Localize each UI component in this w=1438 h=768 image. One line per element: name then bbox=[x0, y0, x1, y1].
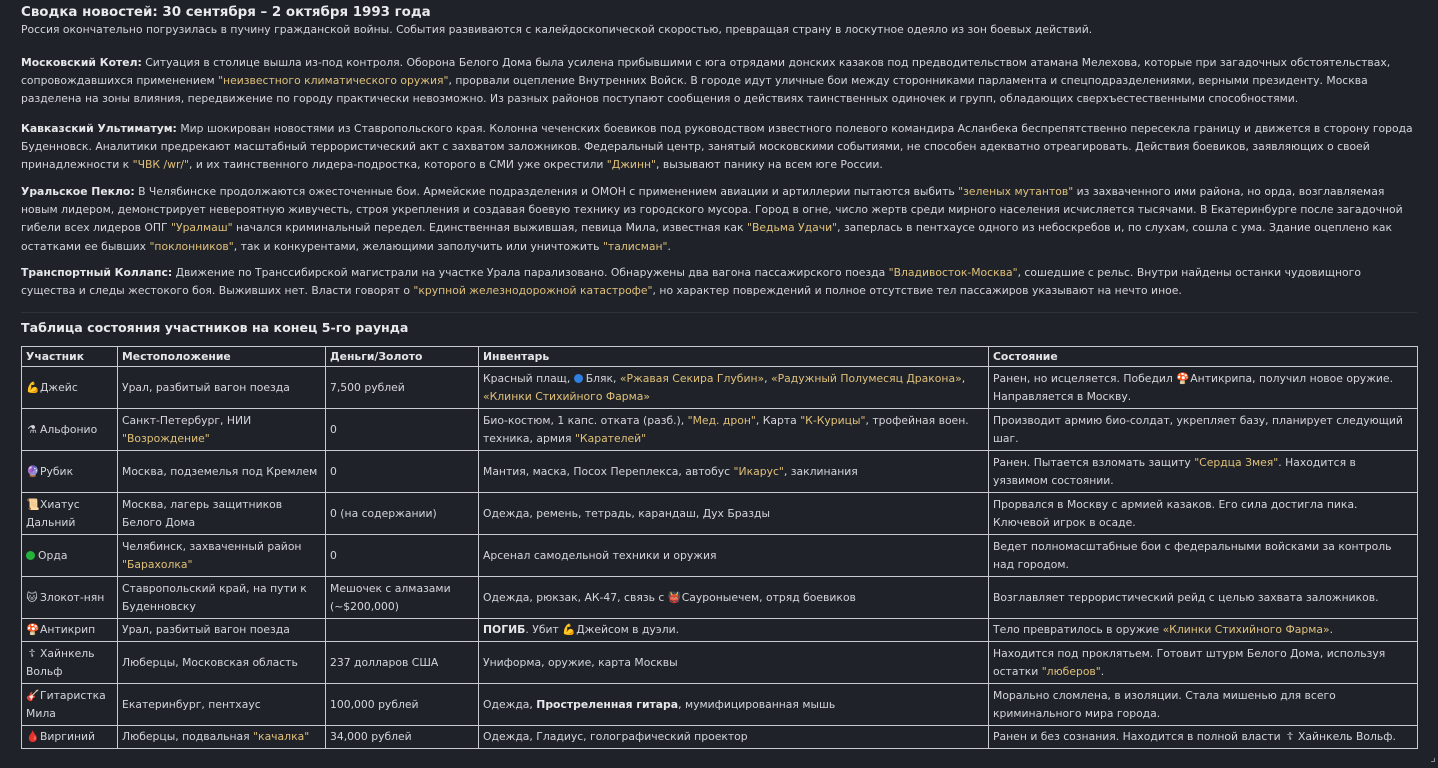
page-title: Сводка новостей: 30 сентября – 2 октября 1993 года bbox=[21, 5, 431, 20]
blood-drop-icon: 🩸 bbox=[26, 730, 40, 743]
participant-name: Хайнкель Вольф bbox=[26, 646, 95, 678]
text-run: , Карта bbox=[755, 413, 801, 427]
quoted-term: "крупной железнодорожной катастрофе" bbox=[413, 284, 653, 298]
quoted-term: "Мед. дрон" bbox=[687, 413, 756, 427]
text-run: , трофейная воен. техника, армия bbox=[483, 413, 969, 445]
quoted-term: "Ведьма Удачи" bbox=[747, 221, 838, 235]
crystal-ball-icon: 🔮 bbox=[26, 464, 40, 478]
table-row bbox=[22, 535, 1418, 577]
text-run: . bbox=[1100, 664, 1105, 678]
participant-cell bbox=[22, 577, 118, 619]
status-cell bbox=[989, 684, 1418, 726]
table-row bbox=[22, 619, 1418, 642]
blue-circle-icon bbox=[574, 374, 583, 383]
section-heading: Транспортный Коллапс: bbox=[21, 266, 173, 279]
text-run: Ранен и без сознания. Находится в полной власти bbox=[993, 730, 1285, 743]
section-heading: Уральское Пекло: bbox=[21, 185, 135, 198]
status-cell bbox=[989, 451, 1418, 493]
quoted-term: "Карателей" bbox=[574, 431, 647, 445]
table-title: Таблица состояния участников на конец 5-го раунда bbox=[21, 320, 409, 335]
scroll-icon: 📜 bbox=[26, 497, 40, 511]
mushroom-icon: 🍄 bbox=[26, 623, 40, 636]
text-run: Бляк, bbox=[585, 371, 620, 385]
location-cell bbox=[118, 726, 326, 749]
text-run: Хайнкель Вольф. bbox=[1298, 730, 1396, 743]
location-cell bbox=[118, 535, 326, 577]
participant-cell bbox=[22, 726, 118, 749]
resize-handle-icon[interactable]: ⌟ bbox=[1430, 750, 1436, 764]
flexed-biceps-icon: 💪 bbox=[26, 380, 40, 394]
inventory-cell bbox=[479, 535, 989, 577]
text-run: Униформа, оружие, карта Москвы bbox=[483, 655, 678, 669]
text-run: Одежда, bbox=[483, 697, 537, 711]
text-run: Возглавляет террористический рейд с целью захвата заложников. bbox=[993, 590, 1379, 604]
participants-table bbox=[21, 346, 1418, 749]
bold-text: ПОГИБ bbox=[483, 623, 526, 636]
money-cell: 34,000 рублей bbox=[326, 726, 479, 749]
text-run: Джейсом в дуэли. bbox=[576, 623, 680, 636]
green-circle-icon bbox=[26, 551, 35, 560]
status-cell bbox=[989, 577, 1418, 619]
text-run: Урал, разбитый вагон поезда bbox=[122, 380, 290, 394]
quoted-term: "Уралмаш" bbox=[171, 221, 233, 235]
text-run: Ситуация в столице вышла из-под контроля. Оборона Белого Дома была усилена прибывшими с юга отрядами донских казаков под предводительством атамана Мелехова, которые при загадочных обстоятельствах, сопровождавшихся применением bbox=[21, 56, 1391, 88]
text-run: В Челябинске продолжаются ожесточенные бои. Армейские подразделения и ОМОН с применением авиации и артиллерии пытаются выбить bbox=[134, 185, 959, 198]
quoted-term: "талисман" bbox=[602, 239, 668, 253]
status-cell bbox=[989, 367, 1418, 409]
participant-cell bbox=[22, 535, 118, 577]
text-run: . Находится в уязвимом состоянии. bbox=[993, 455, 1356, 487]
status-cell bbox=[989, 409, 1418, 451]
flexed-biceps-icon: 💪 bbox=[562, 623, 576, 636]
participant-cell bbox=[22, 642, 118, 684]
inventory-cell bbox=[479, 619, 989, 642]
quoted-term: "ЧВК /wr/" bbox=[132, 158, 190, 172]
text-run: из захваченного ими района, но орда, возглавляемая новым лидером, демонстрирует невероятную живучесть, строя укрепления и создавая боевую технику из городского мусора. Город в огне, число жертв среди мирного населения исчисляется тысячами. В Екатеринбурге после загадочной гибели всех лидеров ОПГ bbox=[21, 185, 1403, 235]
text-run: Антикрипа, получил новое оружие. Направляется в Москву. bbox=[993, 371, 1394, 403]
text-run: , мумифицированная мышь bbox=[678, 697, 836, 711]
inventory-cell bbox=[479, 577, 989, 619]
money-cell: 0 bbox=[326, 535, 479, 577]
inventory-cell bbox=[479, 642, 989, 684]
status-cell bbox=[989, 619, 1418, 642]
location-cell bbox=[118, 409, 326, 451]
inventory-cell bbox=[479, 726, 989, 749]
money-cell: 0 bbox=[326, 409, 479, 451]
quoted-term: "Владивосток-Москва" bbox=[888, 266, 1018, 279]
inventory-cell bbox=[479, 684, 989, 726]
text-run: , bbox=[764, 371, 771, 385]
text-run: . bbox=[667, 239, 671, 253]
location-cell bbox=[118, 493, 326, 535]
text-run: Челябинск, захваченный район bbox=[122, 539, 302, 553]
quoted-term: «Радужный Полумесяц Дракона» bbox=[771, 371, 962, 385]
text-run: , bbox=[961, 371, 966, 385]
quoted-term: "поклонников" bbox=[149, 239, 234, 253]
intro-paragraph: Россия окончательно погрузилась в пучину гражданской войны. События развиваются с калейдоскопической скоростью, превращая страну в лоскутное одеяло из зон боевых действий. bbox=[21, 23, 1093, 36]
participant-name: Альфонио bbox=[40, 422, 98, 436]
section-moscow bbox=[21, 54, 1417, 109]
table-row bbox=[22, 684, 1418, 726]
quoted-term: "Возрождение" bbox=[122, 431, 210, 445]
text-run: , и их таинственного лидера-подростка, которого в СМИ уже окрестили bbox=[189, 158, 607, 172]
participant-name: Орда bbox=[38, 548, 68, 562]
text-run: Урал, разбитый вагон поезда bbox=[122, 623, 290, 636]
inventory-cell bbox=[479, 367, 989, 409]
status-cell bbox=[989, 642, 1418, 684]
quoted-term: «Ржавая Секира Глубин» bbox=[619, 371, 765, 385]
quoted-term: "К-Курицы" bbox=[800, 413, 866, 427]
participant-name: Антикрип bbox=[40, 623, 96, 636]
section-heading: Кавказский Ультиматум: bbox=[21, 122, 177, 135]
location-cell bbox=[118, 451, 326, 493]
participant-cell bbox=[22, 493, 118, 535]
text-run: , заклинания bbox=[783, 464, 858, 478]
location-cell bbox=[118, 684, 326, 726]
text-run: , заперлась в пентхаусе одного из небоскребов и, по слухам, сошла с ума. Здание оцеплено как остатками ее бывших bbox=[21, 221, 1393, 253]
text-run: Ранен. Пытается взломать защиту bbox=[993, 455, 1195, 469]
money-cell: 100,000 рублей bbox=[326, 684, 479, 726]
participant-name: Хиатус Дальний bbox=[26, 497, 80, 529]
text-run: , сошедшие с рельс. Внутри найдены останки чудовищного существа и следы жестокого боя. Выживших нет. Власти говорят о bbox=[21, 266, 1361, 298]
participant-name: Виргиний bbox=[40, 730, 96, 743]
text-run: Москва, подземелья под Кремлем bbox=[122, 464, 318, 478]
money-cell: 237 долларов США bbox=[326, 642, 479, 684]
participant-name: Злокот-нян bbox=[40, 590, 105, 604]
money-cell: 0 (на содержании) bbox=[326, 493, 479, 535]
quoted-term: "неизвестного климатического оружия" bbox=[218, 74, 449, 88]
section-caucasus bbox=[21, 120, 1417, 175]
status-cell bbox=[989, 493, 1418, 535]
inventory-cell bbox=[479, 409, 989, 451]
text-run: Био-костюм, 1 капс. отката (разб.), bbox=[483, 413, 688, 427]
participant-cell bbox=[22, 619, 118, 642]
text-run: Одежда, рюкзак, АК-47, связь с bbox=[483, 590, 668, 604]
table-row bbox=[22, 726, 1418, 749]
text-run: Движение по Транссибирской магистрали на участке Урала парализовано. Обнаружены два вагона пассажирского поезда bbox=[172, 266, 889, 279]
text-run: , но характер повреждений и полное отсутствие тел пассажиров указывают на нечто иное. bbox=[652, 284, 1182, 298]
text-run: Ставропольский край, на пути к Буденновску bbox=[122, 581, 307, 613]
text-run: Сауроныечем, отряд боевиков bbox=[681, 590, 856, 604]
section-urals bbox=[21, 183, 1417, 256]
text-run: Тело превратилось в оружие bbox=[993, 623, 1163, 636]
participant-cell bbox=[22, 367, 118, 409]
status-cell bbox=[989, 726, 1418, 749]
text-run: , так и конкурентами, желающими заполучить или уничтожить bbox=[233, 239, 603, 253]
inventory-cell bbox=[479, 451, 989, 493]
bold-text: Простреленная гитара bbox=[536, 697, 679, 711]
participant-cell bbox=[22, 684, 118, 726]
ogre-icon: 👹 bbox=[667, 590, 682, 604]
text-run: Ведет полномасштабные бои с федеральными войсками за контроль над городом. bbox=[993, 539, 1392, 571]
table-row bbox=[22, 451, 1418, 493]
status-cell bbox=[989, 535, 1418, 577]
text-run: Красный плащ, bbox=[483, 371, 574, 385]
inventory-cell bbox=[479, 493, 989, 535]
table-row bbox=[22, 642, 1418, 684]
quoted-term: "зеленых мутантов" bbox=[958, 185, 1074, 198]
location-cell bbox=[118, 619, 326, 642]
participant-cell bbox=[22, 451, 118, 493]
mushroom-icon: 🍄 bbox=[1176, 371, 1190, 385]
money-cell: 0 bbox=[326, 451, 479, 493]
table-header-row bbox=[22, 347, 1418, 367]
orthodox-cross-icon: ☦ bbox=[28, 646, 36, 660]
table-row bbox=[22, 577, 1418, 619]
location-cell bbox=[118, 367, 326, 409]
table-row bbox=[22, 367, 1418, 409]
text-run: Одежда, Гладиус, голографический проектор bbox=[483, 730, 748, 743]
text-run: Люберцы, Московская область bbox=[122, 655, 298, 669]
money-cell bbox=[326, 619, 479, 642]
text-run: Мир шокирован новостями из Ставропольского края. Колонна чеченских боевиков под руководством известного полевого командира Асланбека беспрепятственно пересекла границу и движется в сторону города Буденновск. Аналитики предрекают масштабный террористический акт с захватом заложников. Федеральный центр, занятый московскими событиями, не способен адекватно отреагировать. Действия боевиков, заявляющих о своей принадлежности к bbox=[21, 122, 1413, 172]
section-heading: Московский Котел: bbox=[21, 56, 142, 69]
text-run: Одежда, ремень, тетрадь, карандаш, Дух Бразды bbox=[483, 506, 770, 520]
orthodox-cross-icon: ☦ bbox=[1286, 730, 1294, 743]
column-header: Местоположение bbox=[118, 347, 326, 367]
text-run: , вызывают панику на всем юге России. bbox=[656, 158, 883, 172]
text-run: Производит армию био-солдат, укрепляет базу, планирует следующий шаг. bbox=[993, 413, 1403, 445]
quoted-term: «Клинки Стихийного Фарма» bbox=[1162, 623, 1330, 636]
column-header: Инвентарь bbox=[479, 347, 989, 367]
column-header: Состояние bbox=[989, 347, 1418, 367]
text-run: , прорвали оцепление Внутренних Войск. В городе идут уличные бои между сторонниками парламента и спецподразделениями, верными президенту. Москва разделена на зоны влияния, передвижение по городу практически невозможно. Из разных районов поступают сообщения о действиях таинственных одиночек и групп, обладающих сверхъестественными способностями. bbox=[21, 74, 1368, 106]
quoted-term: "Икарус" bbox=[733, 464, 784, 478]
quoted-term: "люберов" bbox=[1041, 664, 1101, 678]
money-cell: Мешочек с алмазами (~$200,000) bbox=[326, 577, 479, 619]
text-run: Арсенал самодельной техники и оружия bbox=[483, 548, 717, 562]
section-transport bbox=[21, 264, 1417, 300]
table-row bbox=[22, 409, 1418, 451]
table-row bbox=[22, 493, 1418, 535]
money-cell: 7,500 рублей bbox=[326, 367, 479, 409]
location-cell bbox=[118, 642, 326, 684]
text-run: Находится под проклятьем. Готовит штурм Белого Дома, используя остатки bbox=[993, 646, 1386, 678]
alembic-icon: ⚗ bbox=[27, 422, 37, 436]
quoted-term: «Клинки Стихийного Фарма» bbox=[483, 389, 650, 403]
location-cell bbox=[118, 577, 326, 619]
text-run: Прорвался в Москву с армией казаков. Его сила достигла пика. Ключевой игрок в осаде. bbox=[993, 497, 1358, 529]
participant-name: Джейс bbox=[40, 380, 78, 394]
column-header: Участник bbox=[22, 347, 118, 367]
text-run: Санкт-Петербург, НИИ bbox=[122, 413, 252, 427]
text-run: Екатеринбург, пентхаус bbox=[122, 697, 261, 711]
divider bbox=[21, 312, 1417, 313]
quoted-term: "качалка" bbox=[253, 730, 310, 743]
guitar-icon: 🎸 bbox=[26, 688, 40, 702]
text-run: . Убит bbox=[525, 623, 563, 636]
participant-name: Рубик bbox=[40, 464, 74, 478]
text-run: Мантия, маска, Посох Переплекса, автобус bbox=[483, 464, 734, 478]
text-run: Морально сломлена, в изоляции. Стала мишенью для всего криминального мира города. bbox=[993, 688, 1336, 720]
text-run: . bbox=[1329, 623, 1334, 636]
text-run: Люберцы, подвальная bbox=[122, 730, 254, 743]
quoted-term: "Барахолка" bbox=[122, 557, 193, 571]
quoted-term: "Сердца Змея" bbox=[1194, 455, 1279, 469]
quoted-term: "Джинн" bbox=[606, 158, 657, 172]
participant-cell bbox=[22, 409, 118, 451]
text-run: Ранен, но исцеляется. Победил bbox=[993, 371, 1177, 385]
text-run: начался криминальный передел. Единственная выжившая, певица Мила, известная как bbox=[232, 221, 748, 235]
cat-face-icon: 🐱 bbox=[26, 590, 38, 604]
text-run: Москва, лагерь защитников Белого Дома bbox=[122, 497, 283, 529]
participant-name: Гитаристка Мила bbox=[26, 688, 106, 720]
column-header: Деньги/Золото bbox=[326, 347, 479, 367]
